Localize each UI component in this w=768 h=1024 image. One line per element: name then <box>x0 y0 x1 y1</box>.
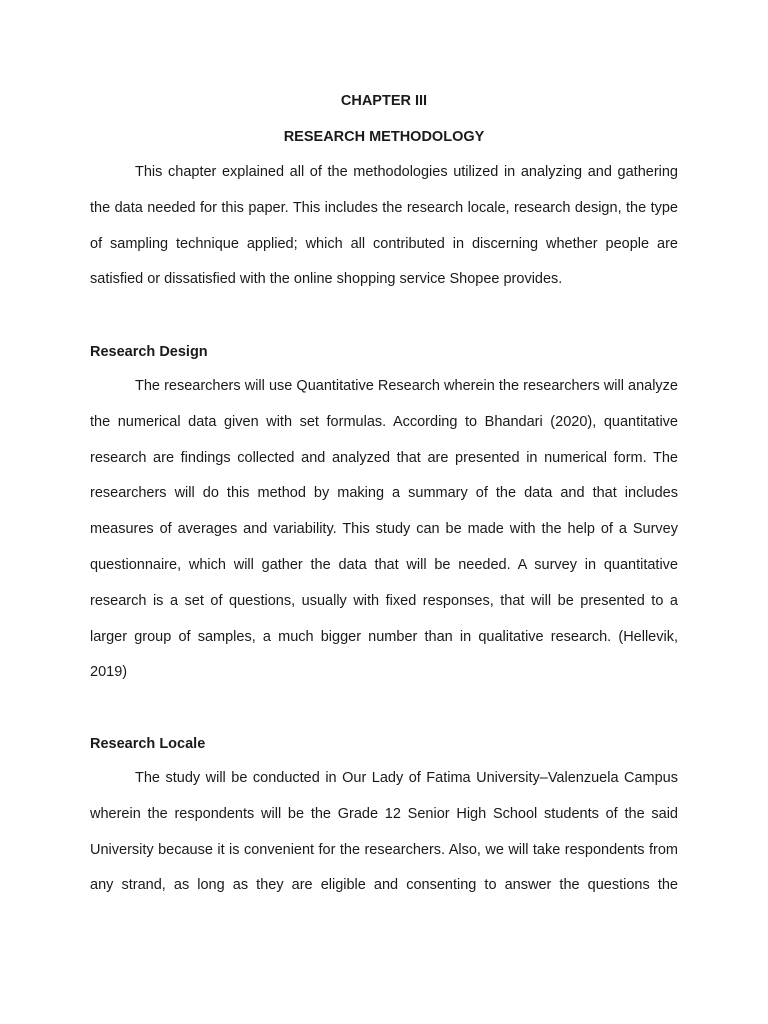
chapter-title: RESEARCH METHODOLOGY <box>283 129 485 145</box>
intro-paragraph: This chapter explained all of the methodologies utilized in analyzing and gathering the data needed for this paper. This includes the research locale, research design, the type of sampling technique applied; which all contributed in discerning whether people are satisfied or dissatisfied with the online shopping service Shopee provides. <box>90 164 678 288</box>
chapter-label: CHAPTER III <box>340 93 428 109</box>
section-heading-research-design: Research Design <box>90 344 208 360</box>
research-locale-paragraph: The study will be conducted in Our Lady of Fatima University–Valenzuela Campus wherein the respondents will be the Grade 12 Senior High School students of the said University because it is convenient for the researchers. Also, we will take respondents from any strand, as long as they are eligible and consenting to answer the questions the <box>90 770 678 894</box>
research-design-paragraph: The researchers will use Quantitative Research wherein the researchers will analyze the numerical data given with set formulas. According to Bhandari (2020), quantitative research are findings collected and analyzed that are presented in numerical form. The researchers will do this method by making a summary of the data and that includes measures of averages and variability. This study can be made with the help of a Survey questionnaire, which will gather the data that will be needed. A survey in quantitative research is a set of questions, usually with fixed responses, that will be presented to a larger group of samples, a much bigger number than in qualitative research. (Hellevik, 2019) <box>90 378 678 681</box>
section-heading-research-locale: Research Locale <box>90 736 206 752</box>
